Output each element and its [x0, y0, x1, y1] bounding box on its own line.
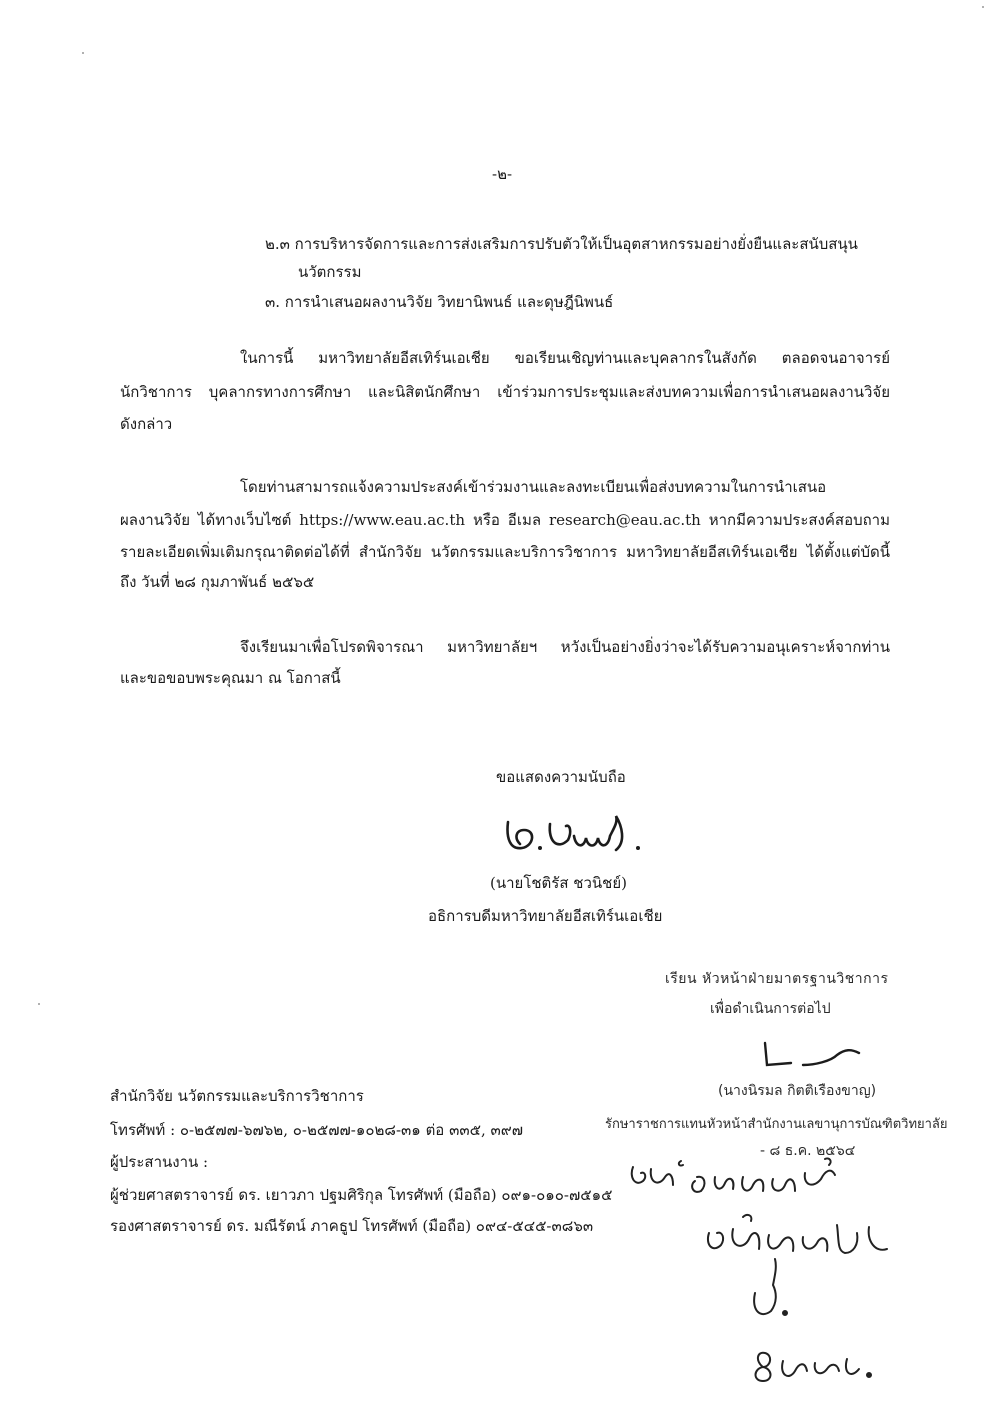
- annotation-title: รักษาราชการแทนหัวหน้าสำนักงานเลขานุการบัณฑิตวิทยาลัย: [605, 1117, 948, 1132]
- scan-speck: [38, 1003, 40, 1005]
- paragraph3-line1: จึงเรียนมาเพื่อโปรดพิจารณา มหาวิทยาลัยฯ หวังเป็นอย่างยิ่งว่าจะได้รับความอนุเคราะห์จากท่าน: [240, 638, 890, 656]
- paragraph2-line1: โดยท่านสามารถแจ้งความประสงค์เข้าร่วมงานและลงทะเบียนเพื่อส่งบทความในการนำเสนอ: [240, 478, 827, 496]
- annotation-date: - ๘ ธ.ค. ๒๕๖๔: [760, 1143, 856, 1159]
- paragraph3-line2: และขอขอบพระคุณมา ณ โอกาสนี้: [120, 669, 341, 687]
- paragraph1-line2: นักวิชาการ บุคลากรทางการศึกษา และนิสิตนักศึกษา เข้าร่วมการประชุมและส่งบทความเพื่อการนำเสนอผลงานวิจัย: [120, 383, 890, 401]
- paragraph2-line3: รายละเอียดเพิ่มเติมกรุณาติดต่อได้ที่ สำนักวิจัย นวัตกรรมและบริการวิชาการ มหาวิทยาลัยอีสเทิร์นเอเชีย ได้ตั้งแต่บัดนี้: [120, 543, 890, 561]
- annotation-line1: เรียน หัวหน้าฝ่ายมาตรฐานวิชาการ: [665, 971, 889, 987]
- signature-image: [500, 808, 660, 858]
- coordinator-label: ผู้ประสานงาน :: [110, 1153, 209, 1171]
- paragraph2-line2: ผลงานวิจัย ได้ทางเว็บไซต์ https://www.eau.ac.th หรือ อีเมล research@eau.ac.th หากมีความประสงค์สอบถาม: [120, 511, 890, 529]
- scan-speck: [982, 6, 984, 8]
- annotation-line2: เพื่อดำเนินการต่อไป: [710, 1001, 831, 1017]
- paragraph2-line4: ถึง วันที่ ๒๘ กุมภาพันธ์ ๒๕๖๕: [120, 573, 315, 591]
- page-number: -๒-: [492, 165, 513, 183]
- paragraph1-line1: ในการนี้ มหาวิทยาลัยอีสเทิร์นเอเชีย ขอเรียนเชิญท่านและบุคลากรในสังกัด ตลอดจนอาจารย์: [240, 349, 890, 367]
- closing-salutation: ขอแสดงความนับถือ: [496, 768, 626, 786]
- coordinator-1: ผู้ช่วยศาสตราจารย์ ดร. เยาวภา ปฐมศิริกุล โทรศัพท์ (มือถือ) ๐๙๑-๐๑๐-๗๕๑๕: [110, 1186, 613, 1204]
- paragraph1-line3: ดังกล่าว: [120, 415, 173, 433]
- handwritten-note-image: [625, 1155, 900, 1400]
- annotation-name: (นางนิรมล กิตติเรืองขาญ): [718, 1083, 877, 1099]
- scan-speck: [82, 52, 84, 54]
- signatory-title: อธิการบดีมหาวิทยาลัยอีสเทิร์นเอเชีย: [428, 907, 663, 925]
- contact-office: สำนักวิจัย นวัตกรรมและบริการวิชาการ: [110, 1087, 364, 1105]
- signatory-name: (นายโชติรัส ชวนิชย์): [490, 874, 627, 892]
- item-2-3-line2: นวัตกรรม: [298, 263, 362, 281]
- contact-phone: โทรศัพท์ : ๐-๒๕๗๗-๖๗๖๒, ๐-๒๕๗๗-๑๐๒๘-๓๑ ต่อ ๓๓๕, ๓๙๗: [110, 1121, 523, 1139]
- annotation-signature-image: [755, 1035, 865, 1075]
- item-2-3-line1: ๒.๓ การบริหารจัดการและการส่งเสริมการปรับตัวให้เป็นอุตสาหกรรมอย่างยั่งยืนและสนับสนุน: [265, 235, 858, 253]
- item-3: ๓. การนำเสนอผลงานวิจัย วิทยานิพนธ์ และดุษฎีนิพนธ์: [265, 293, 614, 311]
- coordinator-2: รองศาสตราจารย์ ดร. มณีรัตน์ ภาคธูป โทรศัพท์ (มือถือ) ๐๙๔-๕๔๕-๓๘๖๓: [110, 1217, 594, 1235]
